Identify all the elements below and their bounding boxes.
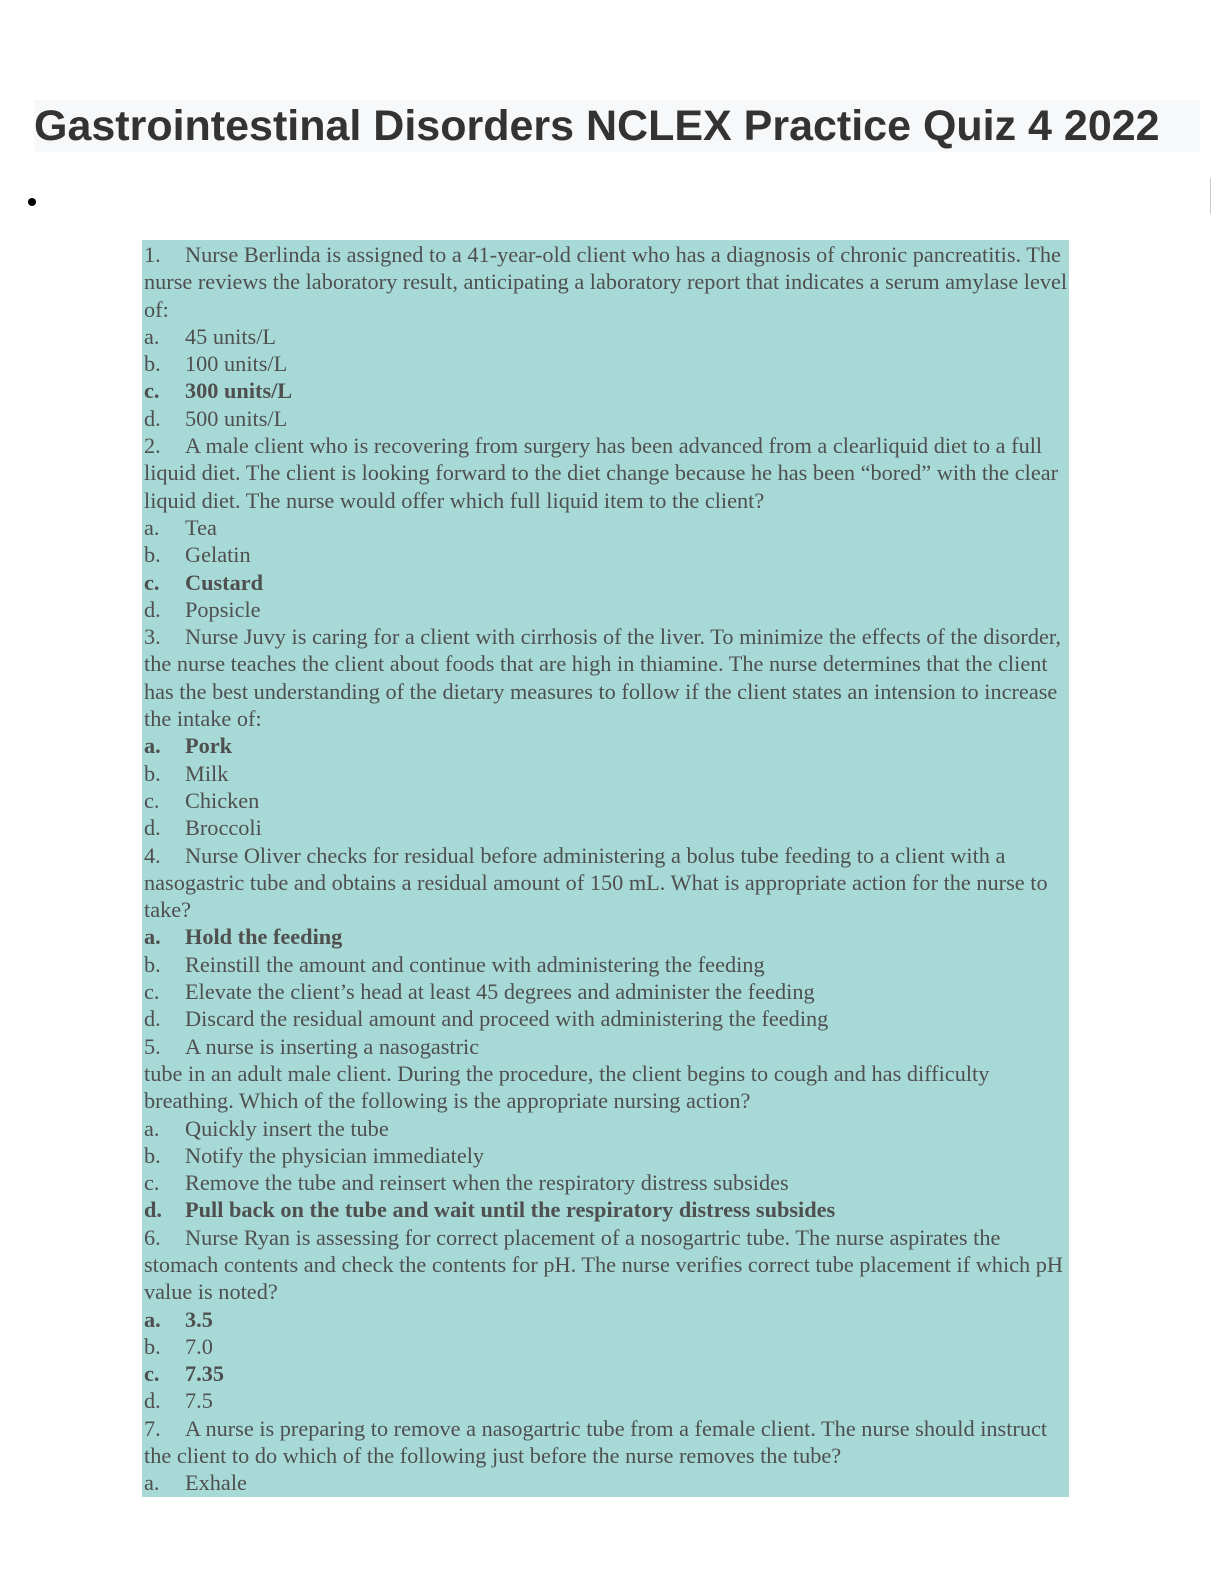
option-letter: a. [144,733,161,759]
option-text: Gelatin [185,542,251,568]
option-letter: c. [144,979,160,1005]
option-letter: b. [144,542,161,568]
question-number: 1. [144,242,161,267]
answer-option [144,377,1069,404]
answer-option [144,978,1069,1005]
option-text: Remove the tube and reinsert when the respiratory distress subsides [185,1170,789,1196]
answer-option [144,569,1069,596]
option-letter: a. [144,1115,160,1141]
question-4 [144,842,1069,924]
question-number: 6. [144,1224,161,1250]
question-number: 5. [144,1033,161,1059]
question-number: 7. [144,1415,161,1441]
answer-option [144,596,1069,623]
option-letter: b. [144,1333,161,1359]
option-letter: d. [144,596,161,622]
option-text: Milk [185,760,229,786]
question-number: 2. [144,433,161,459]
option-text: 45 units/L [185,323,277,349]
question-text: Nurse Juvy is caring for a client with cirrhosis of the liver. To minimize the effects of the disorder, the nurse teaches the client about foods that are high in thiamine. The nurse determines that the client has the best understanding of the dietary measures to follow if the client states an intension to increase the intake of: [144,624,1061,732]
option-letter: c. [144,378,160,404]
question-6 [144,1224,1069,1306]
option-letter: a. [144,1306,161,1332]
option-text: Tea [185,514,217,540]
answer-option [144,541,1069,568]
answer-option [144,760,1069,787]
question-text: A nurse is preparing to remove a nasogartric tube from a female client. The nurse should instruct the client to do which of the following just before the nurse removes the tube? [144,1415,1048,1469]
option-text: Chicken [185,787,260,813]
answer-option [144,514,1069,541]
question-text: A male client who is recovering from surgery has been advanced from a clearliquid diet to a full liquid diet. The client is looking forward to the diet change because he has been “bored” with the clear liquid diet. The nurse would offer which full liquid item to the client? [144,433,1059,513]
option-text: 7.0 [185,1333,213,1359]
answer-option [144,1169,1069,1196]
option-text: Exhale [185,1470,247,1496]
answer-option [144,732,1069,759]
question-number: 4. [144,842,161,868]
option-text: Popsicle [185,596,261,622]
option-letter: a. [144,924,161,950]
question-5 [144,1033,1069,1060]
question-text: A nurse is inserting a nasogastric [185,1033,480,1059]
option-text: Elevate the client’s head at least 45 degrees and administer the feeding [185,979,815,1005]
option-letter: d. [144,815,161,841]
option-letter: c. [144,569,160,595]
option-letter: b. [144,1142,161,1168]
question-2 [144,432,1069,514]
option-text: Pull back on the tube and wait until the respiratory distress subsides [185,1197,836,1223]
option-text: Notify the physician immediately [185,1142,485,1168]
question-text: Nurse Oliver checks for residual before administering a bolus tube feeding to a client with a nasogastric tube and obtains a residual amount of 150 mL. What is appropriate action for the nurse to take? [144,842,1048,923]
answer-option [144,1196,1069,1223]
option-letter: a. [144,323,160,349]
answer-option [144,1142,1069,1169]
option-letter: c. [144,1361,160,1387]
option-letter: b. [144,351,161,377]
option-letter: d. [144,1006,161,1032]
page-title: Gastrointestinal Disorders NCLEX Practice Quiz 4 2022 [34,100,1200,152]
answer-option [144,350,1069,377]
option-text: Broccoli [185,815,262,841]
question-text-continued: tube in an adult male client. During the procedure, the client begins to cough and has difficulty breathing. Which of the following is the appropriate nursing action? [144,1060,990,1114]
answer-option [144,405,1069,432]
question-7 [144,1415,1069,1470]
question-number: 3. [144,624,161,650]
option-text: Pork [185,733,233,759]
option-text: 7.35 [185,1361,225,1387]
option-letter: a. [144,514,160,540]
quiz-questions-block [142,240,1069,1497]
answer-option [144,951,1069,978]
option-text: 3.5 [185,1306,213,1332]
option-text: 100 units/L [185,351,288,377]
question-text: Nurse Ryan is assessing for correct placement of a nosogartric tube. The nurse aspirates the stomach contents and check the contents for pH. The nurse verifies correct tube placement if which pH value is noted? [144,1224,1064,1305]
question-text: Nurse Berlinda is assigned to a 41-year-old client who has a diagnosis of chronic pancreatitis. The nurse reviews the laboratory result, anticipating a laboratory report that indicates a serum amylase level of: [144,242,1068,322]
option-text: Custard [185,569,264,595]
answer-option [144,1360,1069,1387]
answer-option [144,787,1069,814]
answer-option [144,923,1069,950]
option-text: Discard the residual amount and proceed with administering the feeding [185,1006,829,1032]
answer-option [144,1115,1069,1142]
option-text: 300 units/L [185,378,293,404]
option-letter: b. [144,951,161,977]
answer-option [144,1469,1069,1496]
answer-option [144,323,1069,350]
answer-option [144,1333,1069,1360]
option-letter: a. [144,1470,160,1496]
option-text: Quickly insert the tube [185,1115,389,1141]
answer-option [144,814,1069,841]
option-letter: d. [144,1388,161,1414]
option-letter: d. [144,405,161,431]
list-bullet [28,198,36,206]
option-letter: c. [144,1170,160,1196]
option-text: 7.5 [185,1388,213,1414]
option-text: Hold the feeding [185,924,343,950]
option-letter: c. [144,787,160,813]
answer-option [144,1387,1069,1414]
option-text: 500 units/L [185,405,288,431]
option-letter: d. [144,1197,162,1223]
page-edge-divider [1210,178,1211,214]
question-1 [144,241,1069,323]
question-3 [144,623,1069,732]
option-text: Reinstill the amount and continue with administering the feeding [185,951,765,977]
answer-option [144,1005,1069,1032]
answer-option [144,1306,1069,1333]
option-letter: b. [144,760,161,786]
